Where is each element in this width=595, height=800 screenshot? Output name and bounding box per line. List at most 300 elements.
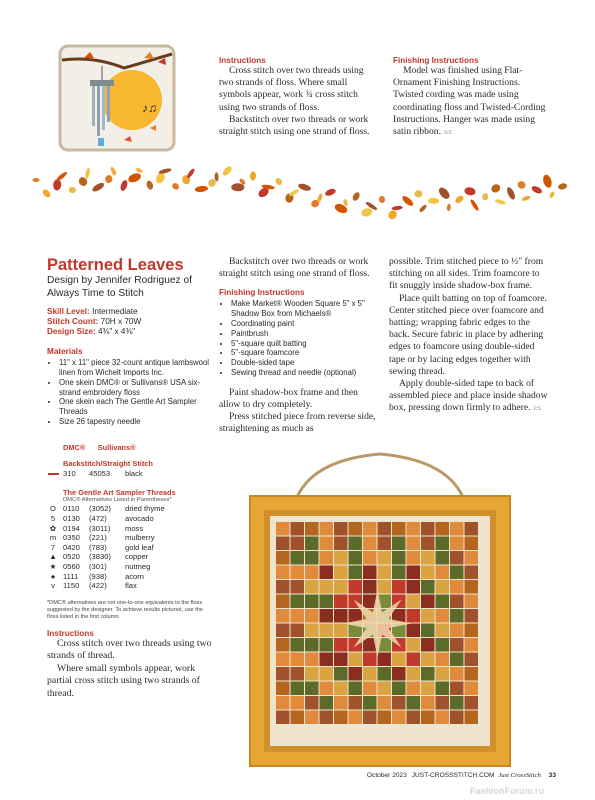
key-symbol: O bbox=[50, 504, 56, 514]
stitch-block bbox=[407, 580, 421, 594]
stitch-block bbox=[450, 696, 464, 710]
stitch-block bbox=[465, 653, 479, 667]
stitch-block bbox=[320, 595, 334, 609]
right-p1: possible. Trim stitched piece to ½" from stitching on all sides. Trim foamcore to fit snuggly inside shadow-box frame. bbox=[389, 256, 544, 292]
stitch-block bbox=[421, 638, 435, 652]
leaf-shape bbox=[414, 190, 422, 197]
materials-item: • One skein DMC® or Sullivans® USA six-strand embroidery floss bbox=[59, 378, 217, 398]
stitch-block bbox=[291, 682, 305, 696]
stitch-block bbox=[465, 682, 479, 696]
stitch-block bbox=[320, 551, 334, 565]
table-row bbox=[47, 562, 169, 572]
stitch-block bbox=[305, 638, 319, 652]
stitch-block bbox=[421, 624, 435, 638]
stitch-block bbox=[421, 609, 435, 623]
leaf-shape bbox=[119, 179, 128, 192]
stitch-block bbox=[450, 667, 464, 681]
stitch-block bbox=[320, 522, 334, 536]
stitch-block bbox=[421, 667, 435, 681]
leaf-shape bbox=[186, 168, 196, 179]
article-right-column bbox=[389, 256, 549, 416]
table-row bbox=[47, 533, 169, 543]
leaf-shape bbox=[32, 178, 39, 182]
stitch-block bbox=[305, 537, 319, 551]
framed-stitch-picture bbox=[240, 452, 520, 770]
stitch-block bbox=[436, 653, 450, 667]
leaf-shape bbox=[250, 171, 257, 181]
key-symbol: ★ bbox=[49, 561, 57, 571]
stitch-block bbox=[291, 522, 305, 536]
skill-value: Intermediate bbox=[92, 307, 138, 317]
leaf-shape bbox=[135, 167, 143, 174]
key-symbol: ✿ bbox=[49, 523, 57, 533]
stitch-block bbox=[450, 537, 464, 551]
stitch-block bbox=[407, 551, 421, 565]
stitch-block bbox=[407, 537, 421, 551]
cell: (472) bbox=[89, 513, 107, 523]
stitch-block bbox=[305, 580, 319, 594]
stitch-block bbox=[407, 711, 421, 725]
table-row bbox=[47, 469, 147, 479]
stitch-block bbox=[349, 696, 363, 710]
stitch-block bbox=[465, 580, 479, 594]
ornament-picture bbox=[54, 40, 180, 155]
stitch-block bbox=[334, 711, 348, 725]
count-value: 70H x 70W bbox=[100, 317, 142, 327]
end-mark: JcS bbox=[443, 130, 452, 137]
stitch-block bbox=[421, 595, 435, 609]
top-instructions-heading: Instructions bbox=[219, 56, 266, 65]
article-title: Patterned Leaves bbox=[47, 256, 184, 274]
stitch-block bbox=[305, 595, 319, 609]
stitch-block bbox=[349, 580, 363, 594]
stitch-block bbox=[465, 566, 479, 580]
stitch-block bbox=[349, 522, 363, 536]
stitch-block bbox=[378, 667, 392, 681]
stitch-block bbox=[465, 667, 479, 681]
stitch-block bbox=[276, 522, 290, 536]
key-footnote: *DMC® alternatives are not one-to-one equivalents to the floss suggested by the designer. To achieve results pictured, use the floss listed in the first column. bbox=[47, 599, 203, 620]
size-label: Design Size: bbox=[47, 327, 96, 337]
leaf-shape bbox=[437, 186, 452, 201]
cell: 0110 bbox=[63, 504, 80, 514]
leaf-shape bbox=[127, 172, 142, 185]
stitch-block bbox=[407, 595, 421, 609]
leaf-shape bbox=[378, 195, 385, 203]
stitch-block bbox=[334, 595, 348, 609]
leaf-shape bbox=[391, 205, 403, 210]
cell: 45053 bbox=[89, 468, 111, 478]
leaf-shape bbox=[469, 198, 480, 211]
svg-text:♪♫: ♪♫ bbox=[142, 101, 157, 115]
col-dmc: DMC® bbox=[63, 442, 86, 452]
stitch-block bbox=[436, 667, 450, 681]
stitch-block bbox=[320, 537, 334, 551]
key-symbol: m bbox=[49, 533, 57, 543]
stitch-block bbox=[436, 682, 450, 696]
stitch-block bbox=[305, 682, 319, 696]
table-row bbox=[47, 504, 169, 514]
key-symbol: ● bbox=[50, 571, 56, 581]
stitch-block bbox=[334, 638, 348, 652]
stitch-block bbox=[436, 595, 450, 609]
stitch-block bbox=[349, 566, 363, 580]
stitch-block bbox=[334, 566, 348, 580]
leaf-shape bbox=[110, 166, 118, 176]
stitch-block bbox=[392, 551, 406, 565]
stitch-block bbox=[407, 667, 421, 681]
finishing-item: • Make Market® Wooden Square 5" x 5" Shadow Box from Michaels® bbox=[231, 299, 377, 319]
stitch-block bbox=[436, 609, 450, 623]
finishing-list bbox=[219, 299, 377, 377]
leaf-shape bbox=[55, 171, 68, 182]
stitch-block bbox=[291, 551, 305, 565]
leaf-shape bbox=[288, 188, 300, 197]
stitch-block bbox=[421, 522, 435, 536]
stitch-block bbox=[465, 624, 479, 638]
leaf-shape bbox=[145, 180, 154, 191]
cell: 0350 bbox=[63, 533, 80, 543]
stitch-block bbox=[407, 682, 421, 696]
stitch-block bbox=[436, 638, 450, 652]
materials-heading: Materials bbox=[47, 347, 83, 357]
cell: 1150 bbox=[63, 581, 80, 591]
cell: black bbox=[125, 468, 143, 478]
footer-date: October 2023 bbox=[366, 772, 407, 779]
stitch-block bbox=[363, 711, 377, 725]
leaf-shape bbox=[171, 182, 180, 191]
cell: 0560 bbox=[63, 561, 80, 571]
stitch-block bbox=[378, 696, 392, 710]
stitch-block bbox=[450, 566, 464, 580]
leaf-shape bbox=[41, 188, 52, 199]
key-symbol: ▲ bbox=[49, 552, 57, 562]
stitch-block bbox=[392, 522, 406, 536]
cell: 0520 bbox=[63, 552, 80, 562]
cell: nutmeg bbox=[125, 561, 151, 571]
stitch-block bbox=[450, 638, 464, 652]
leaf-shape bbox=[454, 194, 465, 204]
stitch-block bbox=[291, 609, 305, 623]
cell: avocado bbox=[125, 513, 154, 523]
page-footer bbox=[360, 772, 556, 779]
stitch-block bbox=[349, 537, 363, 551]
stitch-block bbox=[320, 566, 334, 580]
leaf-shape bbox=[401, 194, 415, 207]
stitch-block bbox=[436, 522, 450, 536]
stitch-block bbox=[378, 566, 392, 580]
stitch-block bbox=[291, 566, 305, 580]
stitch-block bbox=[276, 682, 290, 696]
cell: dried thyme bbox=[125, 504, 165, 514]
stitch-block bbox=[291, 696, 305, 710]
backstitch-table bbox=[47, 469, 147, 479]
stitch-block bbox=[276, 580, 290, 594]
stitch-block bbox=[276, 537, 290, 551]
stitch-block bbox=[392, 667, 406, 681]
stitch-block bbox=[305, 566, 319, 580]
leaf-shape bbox=[530, 185, 543, 195]
stitch-block bbox=[320, 711, 334, 725]
stitch-block bbox=[291, 711, 305, 725]
stitch-block bbox=[450, 711, 464, 725]
stitch-block bbox=[305, 711, 319, 725]
stitch-block bbox=[334, 653, 348, 667]
stitch-block bbox=[276, 696, 290, 710]
cell: 1111 bbox=[63, 571, 79, 581]
table-row bbox=[47, 572, 169, 582]
stitch-block bbox=[334, 682, 348, 696]
stitch-block bbox=[363, 580, 377, 594]
stitch-block bbox=[392, 653, 406, 667]
stitch-block bbox=[276, 551, 290, 565]
materials-list bbox=[47, 358, 217, 427]
stitch-block bbox=[407, 566, 421, 580]
leaf-shape bbox=[481, 193, 489, 201]
stitch-block bbox=[291, 580, 305, 594]
cell: (3011) bbox=[89, 523, 111, 533]
cell: 0194 bbox=[63, 523, 80, 533]
stitch-block bbox=[436, 551, 450, 565]
leaf-shape bbox=[214, 172, 218, 181]
cell: flax bbox=[125, 581, 137, 591]
stitch-block bbox=[450, 522, 464, 536]
stitch-block bbox=[363, 682, 377, 696]
leaf-shape bbox=[84, 167, 90, 179]
stitch-block bbox=[334, 609, 348, 623]
leaf-shape bbox=[464, 186, 476, 196]
stitch-block bbox=[363, 696, 377, 710]
key-header bbox=[63, 437, 217, 455]
leaf-shape bbox=[418, 204, 427, 213]
top-instructions-p1: Cross stitch over two threads using two strands of floss. Where small symbols appear, work ¾ cross stitch using two strands of floss. bbox=[219, 65, 364, 113]
article-middle-column bbox=[219, 256, 377, 436]
top-finishing-heading: Finishing Instructions bbox=[393, 56, 479, 65]
stitch-block bbox=[392, 566, 406, 580]
stitch-block bbox=[407, 522, 421, 536]
stitch-block bbox=[334, 667, 348, 681]
leaf-shape bbox=[221, 165, 233, 177]
middle-finishing-heading: Finishing Instructions bbox=[219, 288, 305, 298]
stitch-block bbox=[363, 667, 377, 681]
stitch-block bbox=[305, 667, 319, 681]
stitch-block bbox=[291, 537, 305, 551]
right-p2: Place quilt batting on top of foamcore. Center stitched piece over foamcore and batting; wrapping fabric edges to the back. Secure fabric in place by adhering edges to foamcore using double-sided tape or by lacing edges together with sewing thread. bbox=[389, 292, 547, 377]
leaf-shape bbox=[548, 191, 555, 199]
bottom-instructions-p2: Where small symbols appear, work partial cross stitch using two strands of thread. bbox=[47, 662, 200, 700]
stitch-block bbox=[378, 580, 392, 594]
stitch-block bbox=[305, 551, 319, 565]
bottom-instructions-heading: Instructions bbox=[47, 628, 94, 638]
stitch-block bbox=[421, 551, 435, 565]
top-finishing bbox=[393, 56, 548, 139]
leaf-shape bbox=[542, 174, 554, 189]
cell: (3052) bbox=[89, 504, 111, 514]
key-symbol: 7 bbox=[50, 542, 56, 552]
cell: mulberry bbox=[125, 533, 155, 543]
stitch-block bbox=[407, 638, 421, 652]
stitch-block bbox=[305, 696, 319, 710]
materials-item: • 11" x 11" piece 32-count antique lambswool linen from Wichelt Imports Inc. bbox=[59, 358, 217, 378]
stitch-block bbox=[450, 653, 464, 667]
stitch-block bbox=[465, 537, 479, 551]
top-finishing-p1: Model was finished using Flat-Ornament Finishing Instructions. Twisted cording was made using coordinating floss and Twisted-Cording Instructions. Hanger was made using satin ribbon. bbox=[393, 65, 546, 138]
gentle-heading: The Gentle Art Sampler Threads bbox=[63, 488, 176, 498]
leaf-shape bbox=[324, 187, 337, 197]
stitch-block bbox=[363, 551, 377, 565]
stitch-block bbox=[305, 624, 319, 638]
stitch-block bbox=[450, 682, 464, 696]
stitch-block bbox=[320, 580, 334, 594]
skill-label: Skill Level: bbox=[47, 307, 90, 317]
stitch-block bbox=[349, 667, 363, 681]
stitch-block bbox=[436, 537, 450, 551]
stitch-block bbox=[465, 551, 479, 565]
stitch-block bbox=[349, 653, 363, 667]
stitch-block bbox=[436, 624, 450, 638]
leaf-shape bbox=[297, 182, 311, 192]
stitch-block bbox=[392, 696, 406, 710]
end-mark: JcS bbox=[532, 406, 542, 413]
cell: moss bbox=[125, 523, 144, 533]
stitch-block bbox=[276, 624, 290, 638]
gentle-table bbox=[47, 504, 169, 590]
stitch-block bbox=[305, 609, 319, 623]
stitch-block bbox=[276, 595, 290, 609]
footer-site: JUST-CROSSSTITCH.COM bbox=[411, 772, 495, 779]
stitch-block bbox=[349, 551, 363, 565]
finishing-item: • Sewing thread and needle (optional) bbox=[231, 368, 377, 378]
stitch-block bbox=[465, 696, 479, 710]
table-row bbox=[47, 524, 169, 534]
stitch-block bbox=[407, 609, 421, 623]
stitch-block bbox=[320, 609, 334, 623]
stitch-block bbox=[305, 522, 319, 536]
stitch-block bbox=[407, 653, 421, 667]
table-row bbox=[47, 581, 169, 591]
stitch-block bbox=[334, 522, 348, 536]
stitch-block bbox=[392, 580, 406, 594]
right-p3: Apply double-sided tape to back of assembled piece and place inside shadow box, pressing down firmly to adhere. bbox=[389, 378, 548, 414]
stitch-block bbox=[320, 653, 334, 667]
stitch-block bbox=[407, 624, 421, 638]
cell: (3830) bbox=[89, 552, 111, 562]
size-value: 4⅜" x 4⅜" bbox=[97, 327, 136, 337]
leaf-shape bbox=[91, 181, 105, 193]
leaf-shape bbox=[490, 183, 502, 194]
stitch-block bbox=[291, 667, 305, 681]
stitch-block bbox=[465, 595, 479, 609]
finishing-item: • 5"-square foamcore bbox=[231, 348, 377, 358]
stitch-block bbox=[436, 566, 450, 580]
backstitch-heading: Backstitch/Straight Stitch bbox=[63, 458, 153, 468]
stitch-block bbox=[421, 696, 435, 710]
stitch-block bbox=[392, 537, 406, 551]
table-row bbox=[47, 552, 169, 562]
stitch-block bbox=[349, 682, 363, 696]
leaf-shape bbox=[517, 180, 527, 190]
stitch-block bbox=[378, 537, 392, 551]
leaf-shape bbox=[505, 186, 516, 200]
materials-item: • Size 26 tapestry needle bbox=[59, 417, 217, 427]
stitch-block bbox=[450, 609, 464, 623]
finishing-item: • Coordinating paint bbox=[231, 319, 377, 329]
key-symbol: v bbox=[51, 581, 55, 591]
stitch-block bbox=[378, 653, 392, 667]
finishing-item: • Paintbrush bbox=[231, 329, 377, 339]
stitch-block bbox=[291, 638, 305, 652]
cell: copper bbox=[125, 552, 149, 562]
stitch-block bbox=[291, 653, 305, 667]
stitch-block bbox=[436, 696, 450, 710]
leaf-shape bbox=[494, 198, 506, 205]
article-left-column bbox=[47, 256, 217, 701]
stitch-block bbox=[334, 696, 348, 710]
stitch-block bbox=[334, 551, 348, 565]
stitch-block bbox=[392, 711, 406, 725]
leaf-shape bbox=[274, 177, 283, 186]
middle-p1: Paint shadow-box frame and then allow to dry completely. bbox=[219, 386, 358, 410]
leaf-shape bbox=[446, 204, 451, 212]
finishing-item: • Double-sided tape bbox=[231, 358, 377, 368]
stitch-block bbox=[363, 522, 377, 536]
bottom-instructions-p1: Cross stitch over two threads using two strands of thread. bbox=[47, 637, 212, 662]
stitch-block bbox=[320, 624, 334, 638]
watermark: FashionForum.ru bbox=[470, 786, 544, 796]
leaf-shape bbox=[557, 182, 567, 190]
stitch-block bbox=[378, 522, 392, 536]
stitch-block bbox=[465, 711, 479, 725]
stitch-block bbox=[363, 653, 377, 667]
cell: 0420 bbox=[63, 542, 80, 552]
stitch-block bbox=[363, 566, 377, 580]
stitch-block bbox=[334, 624, 348, 638]
stitch-block bbox=[378, 682, 392, 696]
key-symbol: 5 bbox=[50, 513, 56, 523]
leaf-shape bbox=[104, 174, 113, 184]
stitch-block bbox=[450, 624, 464, 638]
stitch-block bbox=[421, 682, 435, 696]
cell: 310 bbox=[63, 468, 76, 478]
stitch-block bbox=[465, 522, 479, 536]
stitch-block bbox=[320, 682, 334, 696]
leaf-garland bbox=[0, 160, 595, 250]
count-label: Stitch Count: bbox=[47, 317, 99, 327]
stitch-block bbox=[276, 711, 290, 725]
top-instructions-p2: Backstitch over two threads or work straight stitch using one strand of floss. bbox=[219, 113, 370, 138]
col-sullivans: Sullivans® bbox=[97, 442, 136, 452]
stitch-block bbox=[320, 667, 334, 681]
cell: (783) bbox=[89, 542, 107, 552]
stitch-block bbox=[291, 624, 305, 638]
stitch-block bbox=[378, 551, 392, 565]
leaf-shape bbox=[194, 185, 208, 193]
stitch-block bbox=[392, 682, 406, 696]
stitch-block bbox=[305, 653, 319, 667]
middle-intro: Backstitch over two threads or work straight stitch using one strand of floss. bbox=[219, 256, 370, 280]
table-row bbox=[47, 514, 169, 524]
stitch-block bbox=[363, 537, 377, 551]
center-star-motif bbox=[344, 590, 412, 658]
cell: (301) bbox=[89, 561, 107, 571]
cell: (221) bbox=[89, 533, 107, 543]
stitch-block bbox=[334, 580, 348, 594]
finishing-item: • 5"-square quilt batting bbox=[231, 339, 377, 349]
cell: gold leaf bbox=[125, 542, 154, 552]
middle-p2: Press stitched piece from reverse side, straightening as much as bbox=[219, 411, 376, 435]
cell: acorn bbox=[125, 571, 144, 581]
table-row bbox=[47, 543, 169, 553]
